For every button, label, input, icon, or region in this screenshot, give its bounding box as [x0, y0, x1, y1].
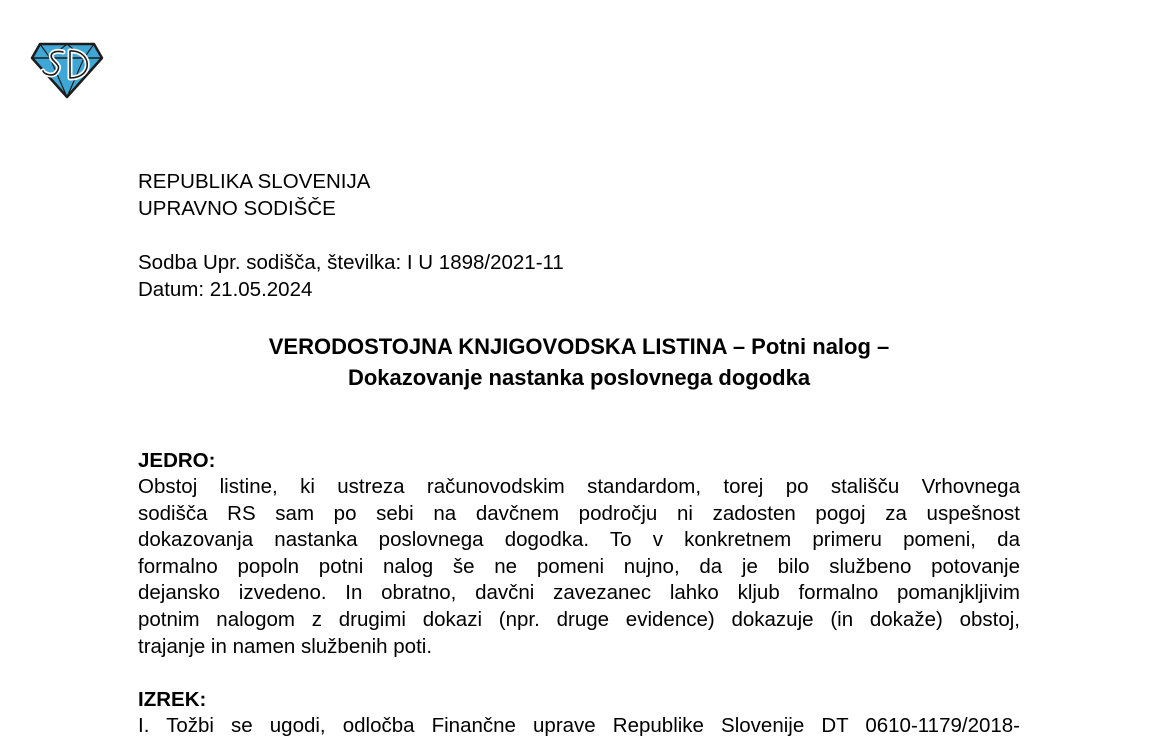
- case-number: Sodba Upr. sodišča, številka: I U 1898/2021-11: [138, 251, 564, 274]
- diamond-logo-icon: [30, 40, 104, 100]
- jedro-line: trajanje in namen službenih poti.: [138, 634, 433, 658]
- izrek-line: I. Tožbi se ugodi, odločba Finančne uprave Republike Slovenije DT 0610-1179/2018-: [138, 714, 1020, 737]
- jedro-paragraph: [138, 474, 1020, 660]
- document-title-line-1: VERODOSTOJNA KNJIGOVODSKA LISTINA – Potni nalog –: [268, 334, 890, 359]
- jedro-heading: JEDRO:: [138, 449, 216, 472]
- court-country: REPUBLIKA SLOVENIJA: [138, 170, 371, 193]
- court-name: UPRAVNO SODIŠČE: [138, 197, 336, 220]
- jedro-line: formalno popoln potni nalog še ne pomeni nujno, da je bilo službeno potovanje: [138, 554, 1020, 578]
- jedro-line: Obstoj listine, ki ustreza računovodskim standardom, torej po stališču Vrhovnega: [138, 475, 1020, 498]
- jedro-line: dokazovanja nastanka poslovnega dogodka. To v konkretnem primeru pomeni, da: [138, 528, 1020, 552]
- izrek-paragraph: [138, 713, 1020, 740]
- izrek-heading: IZREK:: [138, 688, 207, 711]
- jedro-line: dejansko izvedeno. In obratno, davčni zavezanec lahko kljub formalno pomanjkljivim: [138, 581, 1020, 605]
- jedro-line: potnim nalogom z drugimi dokazi (npr. druge evidence) dokazuje (in dokaže) obstoj,: [138, 607, 1020, 631]
- document-title-line-2: Dokazovanje nastanka poslovnega dogodka: [347, 365, 811, 390]
- jedro-line: sodišča RS sam po sebi na davčnem področju ni zadosten pogoj za uspešnost: [138, 501, 1020, 525]
- case-date: Datum: 21.05.2024: [138, 278, 313, 301]
- sd-diamond-logo: [30, 40, 104, 100]
